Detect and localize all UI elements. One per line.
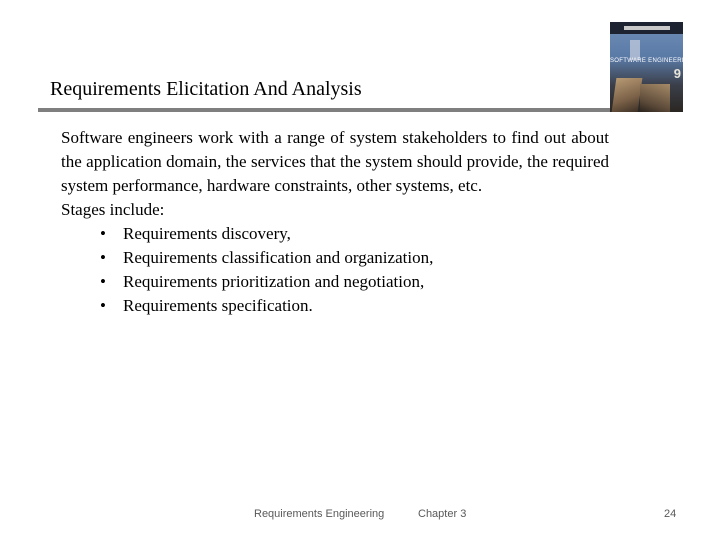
- bullet-icon: •: [100, 272, 106, 291]
- list-item: [61, 246, 609, 270]
- slide-title: Requirements Elicitation And Analysis: [50, 78, 362, 100]
- list-item-text: Requirements classification and organization,: [123, 248, 434, 267]
- bullet-icon: •: [100, 296, 106, 315]
- slide-body: [61, 126, 609, 318]
- title-divider: [38, 108, 683, 112]
- bullet-icon: •: [100, 248, 106, 267]
- cover-edition-number: 9: [673, 66, 681, 81]
- cover-title-text: SOFTWARE ENGINEERING: [610, 58, 694, 64]
- list-item-text: Requirements prioritization and negotiation,: [123, 272, 425, 291]
- list-item: [61, 222, 609, 246]
- book-cover-image: [610, 22, 694, 112]
- cover-art-shape: [612, 78, 643, 112]
- footer-chapter: Chapter 3: [418, 508, 467, 520]
- list-item-text: Requirements specification.: [123, 296, 313, 315]
- list-item-text: Requirements discovery,: [123, 224, 291, 243]
- intro-paragraph: Software engineers work with a range of system stakeholders to find out about the application domain, the services that the system should provide, the required system performance, hardware constraints, other systems, etc.: [61, 128, 609, 195]
- cover-art-shape: [640, 84, 670, 112]
- cover-author-strip: [624, 26, 670, 30]
- footer-course-title: Requirements Engineering: [254, 508, 385, 520]
- stages-label: Stages include:: [61, 200, 165, 219]
- footer-page-number: 24: [664, 508, 677, 520]
- list-item: [61, 294, 609, 318]
- list-item: [61, 270, 609, 294]
- cover-art-highlight: [630, 40, 640, 60]
- stages-list: [61, 222, 609, 318]
- bullet-icon: •: [100, 224, 106, 243]
